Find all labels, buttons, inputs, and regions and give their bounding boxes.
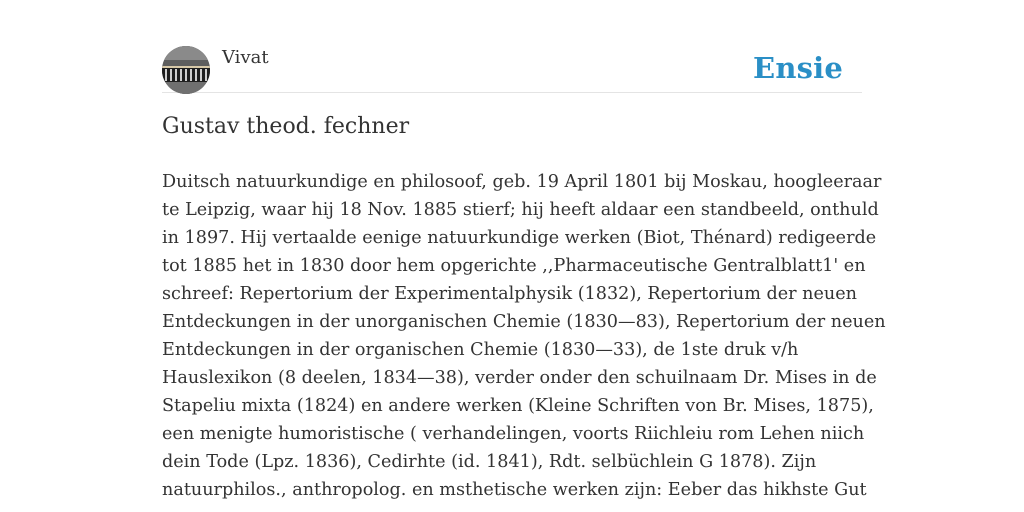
body-line: Hauslexikon (8 deelen, 1834—38), verder onder den schuilnaam Dr. Mises in de <box>162 368 877 388</box>
body-line: dein Tode (Lpz. 1836), Cedirhte (id. 1841), Rdt. selbüchlein G 1878). Zijn <box>162 452 817 472</box>
body-line: schreef: Repertorium der Experimentalphysik (1832), Repertorium der neuen <box>162 284 857 304</box>
body-line: Stapeliu mixta (1824) en andere werken (Kleine Schriften von Br. Mises, 1875), <box>162 396 874 416</box>
brand-logo[interactable]: Ensie <box>753 51 843 85</box>
body-line: Entdeckungen in der unorganischen Chemie (1830—83), Repertorium der neuen <box>162 312 886 332</box>
library-bookshelf-icon <box>162 46 210 94</box>
body-line: in 1897. Hij vertaalde eenige natuurkundige werken (Biot, Thénard) redigeerde <box>162 228 877 248</box>
entry-title: Gustav theod. fechner <box>162 114 410 139</box>
body-line: te Leipzig, waar hij 18 Nov. 1885 stierf; hij heeft aldaar een standbeeld, onthuld <box>162 200 879 220</box>
author-link[interactable]: Vivat <box>222 47 269 68</box>
body-line: natuurphilos., anthropolog. en msthetische werken zijn: Eeber das hikhste Gut <box>162 480 867 500</box>
header <box>162 46 862 93</box>
entry-body <box>162 168 886 504</box>
body-line: Entdeckungen in der organischen Chemie (1830—33), de 1ste druk v/h <box>162 340 799 360</box>
body-line: een menigte humoristische ( verhandelingen, voorts Riichleiu rom Lehen niich <box>162 424 865 444</box>
author-avatar[interactable] <box>162 46 210 94</box>
body-line: tot 1885 het in 1830 door hem opgerichte ,,Pharmaceutische Gentralblatt1' en <box>162 256 866 276</box>
body-line: Duitsch natuurkundige en philosoof, geb. 19 April 1801 bij Moskau, hoogleeraar <box>162 172 882 192</box>
